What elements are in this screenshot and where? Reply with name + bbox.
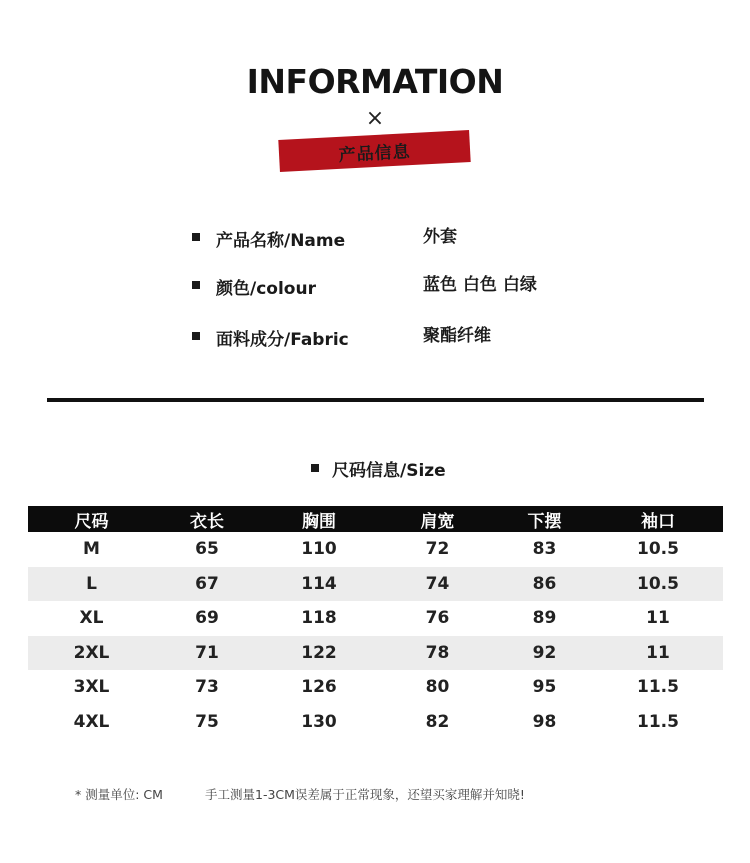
info-row-name xyxy=(0,222,750,252)
table-cell: 76 xyxy=(425,608,450,629)
column-header: 胸围 xyxy=(259,506,379,532)
table-row xyxy=(28,601,723,636)
table-cell: 3XL xyxy=(73,677,110,698)
table-cell: 11 xyxy=(593,636,723,671)
table-cell: 71 xyxy=(155,636,259,671)
table-cell: 67 xyxy=(155,567,259,602)
info-label: 面料成分/Fabric xyxy=(216,330,349,350)
table-cell: 80 xyxy=(425,677,450,698)
table-cell: 69 xyxy=(195,608,219,629)
table-cell: 10.5 xyxy=(637,539,679,560)
disclaimer: 手工测量1-3CM误差属于正常现象，还望买家理解并知晓! xyxy=(205,787,525,802)
table-cell: 95 xyxy=(532,677,557,698)
table-cell: 89 xyxy=(532,608,557,629)
table-cell: 130 xyxy=(301,711,337,732)
size-table xyxy=(28,506,723,739)
table-row xyxy=(28,705,723,740)
table-header-row xyxy=(28,506,723,532)
table-cell: 11.5 xyxy=(637,711,679,732)
unit-note: * 测量单位: CM xyxy=(75,787,163,802)
info-value: 聚酯纤维 xyxy=(423,326,491,346)
size-heading xyxy=(0,452,750,482)
size-heading-label: 尺码信息/Size xyxy=(332,461,446,481)
info-row-colour xyxy=(0,270,750,300)
info-label: 产品名称/Name xyxy=(216,231,346,251)
section-divider xyxy=(47,398,704,402)
ribbon-label: 产品信息 xyxy=(338,141,412,166)
table-cell: 82 xyxy=(425,711,450,732)
table-cell: 110 xyxy=(301,539,337,560)
table-row xyxy=(28,532,723,567)
table-cell: XL xyxy=(79,608,104,629)
table-cell: 4XL xyxy=(73,711,110,732)
table-cell: L xyxy=(28,567,155,602)
table-cell: 10.5 xyxy=(593,567,723,602)
column-header: 袖口 xyxy=(593,506,723,532)
table-cell: 2XL xyxy=(28,636,155,671)
column-header: 衣长 xyxy=(155,506,259,532)
table-row xyxy=(28,670,723,705)
info-label: 颜色/colour xyxy=(216,279,316,299)
table-cell: 11.5 xyxy=(637,677,679,698)
table-cell: 114 xyxy=(259,567,379,602)
table-cell: 74 xyxy=(379,567,496,602)
times-icon: × xyxy=(365,106,385,131)
column-header: 尺码 xyxy=(28,506,155,532)
info-row-fabric xyxy=(0,321,750,351)
bullet-icon xyxy=(192,332,200,340)
table-row xyxy=(28,636,723,671)
table-cell: 118 xyxy=(301,608,337,629)
bullet-icon xyxy=(311,464,319,472)
table-cell: M xyxy=(83,539,100,560)
table-cell: 65 xyxy=(195,539,219,560)
table-cell: 75 xyxy=(195,711,219,732)
table-cell: 78 xyxy=(379,636,496,671)
column-header: 肩宽 xyxy=(379,506,496,532)
table-cell: 98 xyxy=(532,711,557,732)
footer-note xyxy=(0,785,750,805)
page-title: INFORMATION xyxy=(246,62,504,101)
table-cell: 73 xyxy=(195,677,219,698)
table-cell: 86 xyxy=(496,567,593,602)
info-value: 外套 xyxy=(423,227,457,247)
table-cell: 122 xyxy=(259,636,379,671)
column-header: 下摆 xyxy=(496,506,593,532)
info-value: 蓝色 白色 白绿 xyxy=(423,275,537,295)
bullet-icon xyxy=(192,281,200,289)
bullet-icon xyxy=(192,233,200,241)
table-cell: 126 xyxy=(301,677,337,698)
section-ribbon xyxy=(278,130,470,172)
table-cell: 83 xyxy=(532,539,557,560)
table-cell: 72 xyxy=(425,539,450,560)
table-row xyxy=(28,567,723,602)
table-cell: 11 xyxy=(646,608,670,629)
table-cell: 92 xyxy=(496,636,593,671)
